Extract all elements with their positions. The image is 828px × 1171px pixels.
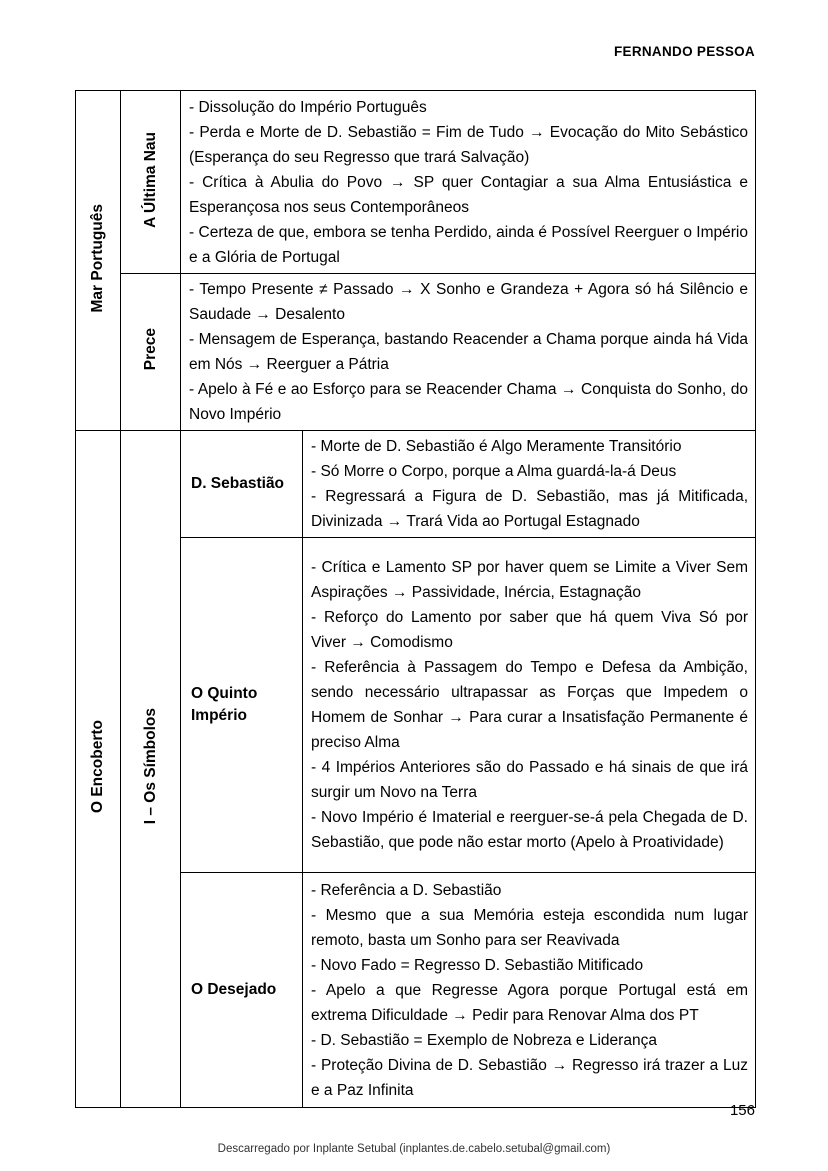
table-row: [76, 91, 756, 274]
row-label-cell-o-desejado: [181, 873, 303, 1108]
row-label-cell-d-sebastiao: [181, 431, 303, 538]
bullet-line: - Crítica e Lamento SP por haver quem se Limite a Viver Sem Aspirações → Passividade, Inércia, Estagnação: [311, 559, 748, 601]
notes-table: [75, 90, 756, 1108]
bullet-line: - Perda e Morte de D. Sebastião = Fim de Tudo → Evocação do Mito Sebástico (Esperança do seu Regresso que trará Salvação): [189, 123, 748, 166]
bullet-line: - Tempo Presente ≠ Passado → X Sonho e Grandeza + Agora só há Silêncio e Saudade → Desalento: [189, 281, 748, 323]
content-o-desejado: [303, 873, 756, 1108]
bullet-line: - Apelo à Fé e ao Esforço para se Reacender Chama → Conquista do Sonho, do Novo Império: [189, 381, 748, 423]
bullet-line: - D. Sebastião = Exemplo de Nobreza e Liderança: [311, 1031, 657, 1049]
row-label-o-quinto-imperio: O Quinto Império: [191, 685, 258, 724]
bullet-line: - Mensagem de Esperança, bastando Reacender a Chama porque ainda há Vida em Nós → Reerguer a Pátria: [189, 331, 748, 373]
bullet-line: - Apelo a que Regresse Agora porque Portugal está em extrema Dificuldade → Pedir para Renovar Alma dos PT: [311, 981, 748, 1024]
footer-note: Descarregado por Inplante Setubal (inplantes.de.cabelo.setubal@gmail.com): [217, 1143, 611, 1155]
content-o-quinto-imperio: [303, 538, 756, 873]
content-prece: [181, 274, 756, 431]
bullet-line: - Referência à Passagem do Tempo e Defesa da Ambição, sendo necessário ultrapassar as Forças que Impedem o Homem de Sonhar → Para curar a Insatisfação Permanente é preciso Alma: [311, 659, 748, 751]
bullet-line: - Mesmo que a sua Memória esteja escondida num lugar remoto, basta um Sonho para ser Reavivada: [311, 906, 748, 949]
bullet-line: - Só Morre o Corpo, porque a Alma guardá-la-á Deus: [311, 463, 677, 480]
page-number: 156: [729, 1102, 755, 1119]
section-label-mar-portugues: Mar Português: [89, 203, 106, 313]
row-label-prece: Prece: [141, 328, 159, 371]
bullet-line: - 4 Impérios Anteriores são do Passado e há sinais de que irá surgir um Novo na Terra: [311, 759, 748, 801]
row-label-d-sebastiao: D. Sebastião: [191, 475, 285, 492]
row-label-cell-a-ultima-nau: [121, 91, 181, 274]
content-d-sebastiao: [303, 431, 756, 538]
section-cell-mar-portugues: [76, 91, 121, 431]
page-header-title: FERNANDO PESSOA: [613, 44, 755, 59]
sub-label-os-simbolos: I – Os Símbolos: [141, 708, 159, 825]
bullet-line: - Referência a D. Sebastião: [311, 881, 502, 899]
table-row: [76, 274, 756, 431]
bullet-line: - Crítica à Abulia do Povo → SP quer Contagiar a sua Alma Entusiástica e Esperançosa nos seus Contemporâneos: [189, 173, 748, 216]
section-label-o-encoberto: O Encoberto: [89, 719, 106, 813]
row-label-o-desejado: O Desejado: [191, 981, 277, 998]
bullet-line: - Novo Império é Imaterial e reerguer-se-á pela Chegada de D. Sebastião, que pode não estar morto (Apelo à Proatividade): [311, 809, 748, 851]
row-label-a-ultima-nau: A Última Nau: [141, 131, 159, 228]
content-a-ultima-nau: [181, 91, 756, 274]
bullet-line: - Proteção Divina de D. Sebastião → Regresso irá trazer a Luz e a Paz Infinita: [311, 1056, 748, 1099]
table-row: [76, 431, 756, 538]
row-label-cell-prece: [121, 274, 181, 431]
bullet-line: - Certeza de que, embora se tenha Perdido, ainda é Possível Reerguer o Império e a Glória de Portugal: [189, 223, 748, 266]
bullet-line: - Dissolução do Império Português: [189, 98, 427, 116]
bullet-line: - Morte de D. Sebastião é Algo Meramente Transitório: [311, 438, 682, 455]
section-cell-o-encoberto: [76, 431, 121, 1108]
bullet-line: - Regressará a Figura de D. Sebastião, mas já Mitificada, Divinizada → Trará Vida ao Portugal Estagnado: [311, 488, 748, 530]
bullet-line: - Reforço do Lamento por saber que há quem Viva Só por Viver → Comodismo: [311, 609, 748, 651]
bullet-line: - Novo Fado = Regresso D. Sebastião Mitificado: [311, 956, 644, 974]
sub-label-cell-os-simbolos: [121, 431, 181, 1108]
row-label-cell-o-quinto-imperio: [181, 538, 303, 873]
